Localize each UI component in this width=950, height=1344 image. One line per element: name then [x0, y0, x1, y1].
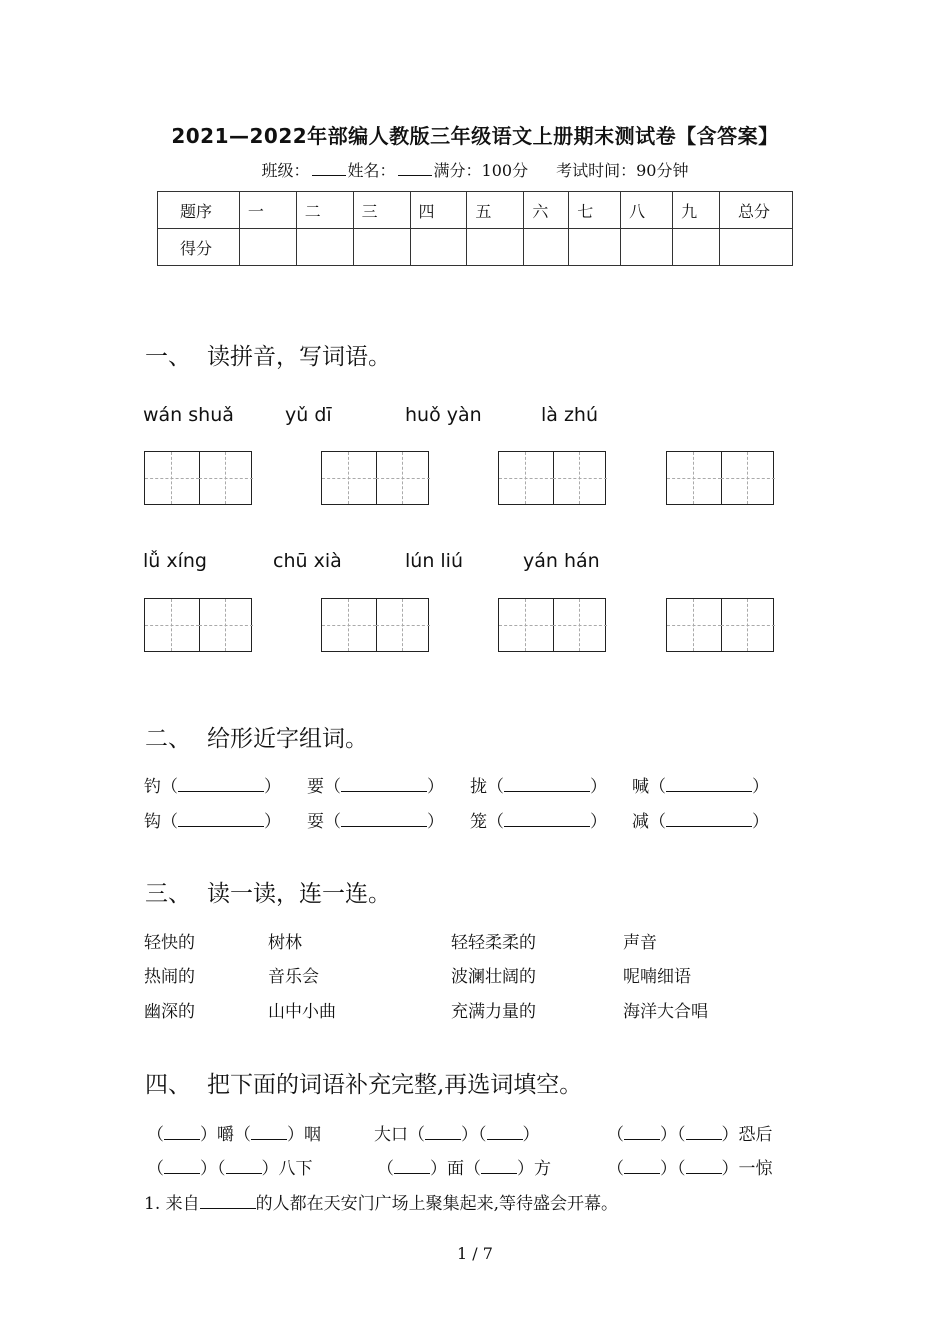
- writing-grid[interactable]: [666, 598, 774, 652]
- section2-heading: [145, 720, 368, 753]
- score-header-cell: 一: [239, 192, 296, 229]
- answer-blank[interactable]: [341, 811, 427, 827]
- word-group-item: 拢（ ）: [470, 777, 607, 797]
- answer-blank[interactable]: [487, 1124, 523, 1140]
- full-score: 满分：100分: [433, 161, 529, 180]
- exam-time: 考试时间：90分钟: [556, 161, 689, 180]
- answer-blank[interactable]: [200, 1193, 256, 1209]
- match-left-item[interactable]: 轻轻柔柔的: [451, 933, 536, 953]
- answer-blank[interactable]: [481, 1158, 517, 1174]
- section2-title: 给形近字组词。: [207, 726, 368, 752]
- name-label: 姓名：: [347, 161, 396, 180]
- score-cell[interactable]: [239, 229, 296, 266]
- score-cell[interactable]: [410, 229, 467, 266]
- writing-grid[interactable]: [498, 598, 606, 652]
- answer-blank[interactable]: [226, 1158, 262, 1174]
- match-left-item[interactable]: 波澜壮阔的: [451, 967, 536, 987]
- score-header-cell: 三: [353, 192, 410, 229]
- answer-blank[interactable]: [341, 776, 427, 792]
- class-blank[interactable]: [312, 161, 346, 176]
- score-cell[interactable]: [524, 229, 569, 266]
- match-left-item[interactable]: 热闹的: [144, 967, 195, 987]
- score-header-cell: 四: [410, 192, 467, 229]
- score-header-cell: 六: [524, 192, 569, 229]
- section4-number: 四、: [145, 1072, 191, 1098]
- section3-heading: [145, 875, 391, 908]
- answer-blank[interactable]: [666, 811, 752, 827]
- page-number: 1 / 7: [457, 1244, 493, 1263]
- pinyin-item: yǔ dī: [285, 404, 332, 426]
- match-right-item[interactable]: 山中小曲: [268, 1002, 336, 1022]
- idiom-item: （ ）嚼（ ）咽: [147, 1125, 321, 1145]
- pinyin-item: chū xià: [273, 550, 342, 572]
- match-right-item[interactable]: 音乐会: [268, 967, 319, 987]
- answer-blank[interactable]: [178, 776, 264, 792]
- word-group-item: 喊（ ）: [632, 777, 769, 797]
- answer-blank[interactable]: [504, 776, 590, 792]
- match-right-item[interactable]: 呢喃细语: [623, 967, 691, 987]
- section1-number: 一、: [145, 344, 191, 370]
- score-header-cell: 总分: [719, 192, 792, 229]
- idiom-item: （ ）（ ）一惊: [607, 1159, 773, 1179]
- section3-title: 读一读，连一连。: [207, 881, 391, 907]
- score-cell[interactable]: [719, 229, 792, 266]
- score-cell[interactable]: [353, 229, 410, 266]
- score-header-cell: 七: [569, 192, 621, 229]
- word-group-item: 钓（ ）: [144, 777, 281, 797]
- idiom-item: 大口（ ）（ ）: [374, 1125, 540, 1145]
- answer-blank[interactable]: [251, 1124, 287, 1140]
- section3-number: 三、: [145, 881, 191, 907]
- section2-number: 二、: [145, 726, 191, 752]
- score-cell[interactable]: [673, 229, 720, 266]
- word-group-item: 要（ ）: [307, 777, 444, 797]
- match-right-item[interactable]: 声音: [623, 933, 657, 953]
- pinyin-item: wán shuǎ: [143, 404, 234, 426]
- score-cell[interactable]: [467, 229, 524, 266]
- score-cell[interactable]: [296, 229, 353, 266]
- score-row-label: 得分: [158, 229, 240, 266]
- class-label: 班级：: [261, 161, 310, 180]
- word-group-item: 钩（ ）: [144, 812, 281, 832]
- writing-grid[interactable]: [321, 598, 429, 652]
- writing-grid[interactable]: [666, 451, 774, 505]
- score-header-cell: 八: [621, 192, 673, 229]
- answer-blank[interactable]: [686, 1124, 722, 1140]
- section4-title: 把下面的词语补充完整,再选词填空。: [207, 1072, 583, 1098]
- word-group-item: 减（ ）: [632, 812, 769, 832]
- score-header-cell: 五: [467, 192, 524, 229]
- writing-grid[interactable]: [144, 451, 252, 505]
- word-group-item: 耍（ ）: [307, 812, 444, 832]
- writing-grid[interactable]: [498, 451, 606, 505]
- exam-info: [0, 158, 950, 181]
- score-header-cell: 九: [673, 192, 720, 229]
- score-header-cell: 题序: [158, 192, 240, 229]
- pinyin-item: lún liú: [405, 550, 464, 572]
- idiom-item: （ ）面（ ）方: [377, 1159, 551, 1179]
- pinyin-item: huǒ yàn: [405, 404, 482, 426]
- answer-blank[interactable]: [504, 811, 590, 827]
- answer-blank[interactable]: [624, 1124, 660, 1140]
- score-table: [157, 191, 793, 266]
- score-cell[interactable]: [569, 229, 621, 266]
- match-left-item[interactable]: 充满力量的: [451, 1002, 536, 1022]
- pinyin-item: lǚ xíng: [143, 550, 207, 572]
- word-group-item: 笼（ ）: [470, 812, 607, 832]
- answer-blank[interactable]: [666, 776, 752, 792]
- match-left-item[interactable]: 轻快的: [144, 933, 195, 953]
- answer-blank[interactable]: [164, 1158, 200, 1174]
- writing-grid[interactable]: [144, 598, 252, 652]
- answer-blank[interactable]: [425, 1124, 461, 1140]
- pinyin-item: yán hán: [523, 550, 600, 572]
- match-right-item[interactable]: 海洋大合唱: [623, 1002, 708, 1022]
- name-blank[interactable]: [398, 161, 432, 176]
- answer-blank[interactable]: [686, 1158, 722, 1174]
- idiom-item: （ ）（ ）八下: [147, 1159, 313, 1179]
- section1-heading: [145, 338, 391, 371]
- pinyin-item: là zhú: [541, 404, 599, 426]
- section4-heading: [145, 1066, 582, 1099]
- score-value-row: [158, 229, 793, 266]
- page-title: 2021—2022年部编人教版三年级语文上册期末测试卷【含答案】: [171, 124, 779, 148]
- fill-sentence: 1. 来自 的人都在天安门广场上聚集起来,等待盛会开幕。: [144, 1194, 619, 1214]
- score-header-cell: 二: [296, 192, 353, 229]
- match-left-item[interactable]: 幽深的: [144, 1002, 195, 1022]
- writing-grid[interactable]: [321, 451, 429, 505]
- answer-blank[interactable]: [624, 1158, 660, 1174]
- score-cell[interactable]: [621, 229, 673, 266]
- match-right-item[interactable]: 树林: [268, 933, 302, 953]
- answer-blank[interactable]: [178, 811, 264, 827]
- answer-blank[interactable]: [394, 1158, 430, 1174]
- score-header-row: [158, 192, 793, 229]
- section1-title: 读拼音，写词语。: [207, 344, 391, 370]
- idiom-item: （ ）（ ）恐后: [607, 1125, 773, 1145]
- answer-blank[interactable]: [164, 1124, 200, 1140]
